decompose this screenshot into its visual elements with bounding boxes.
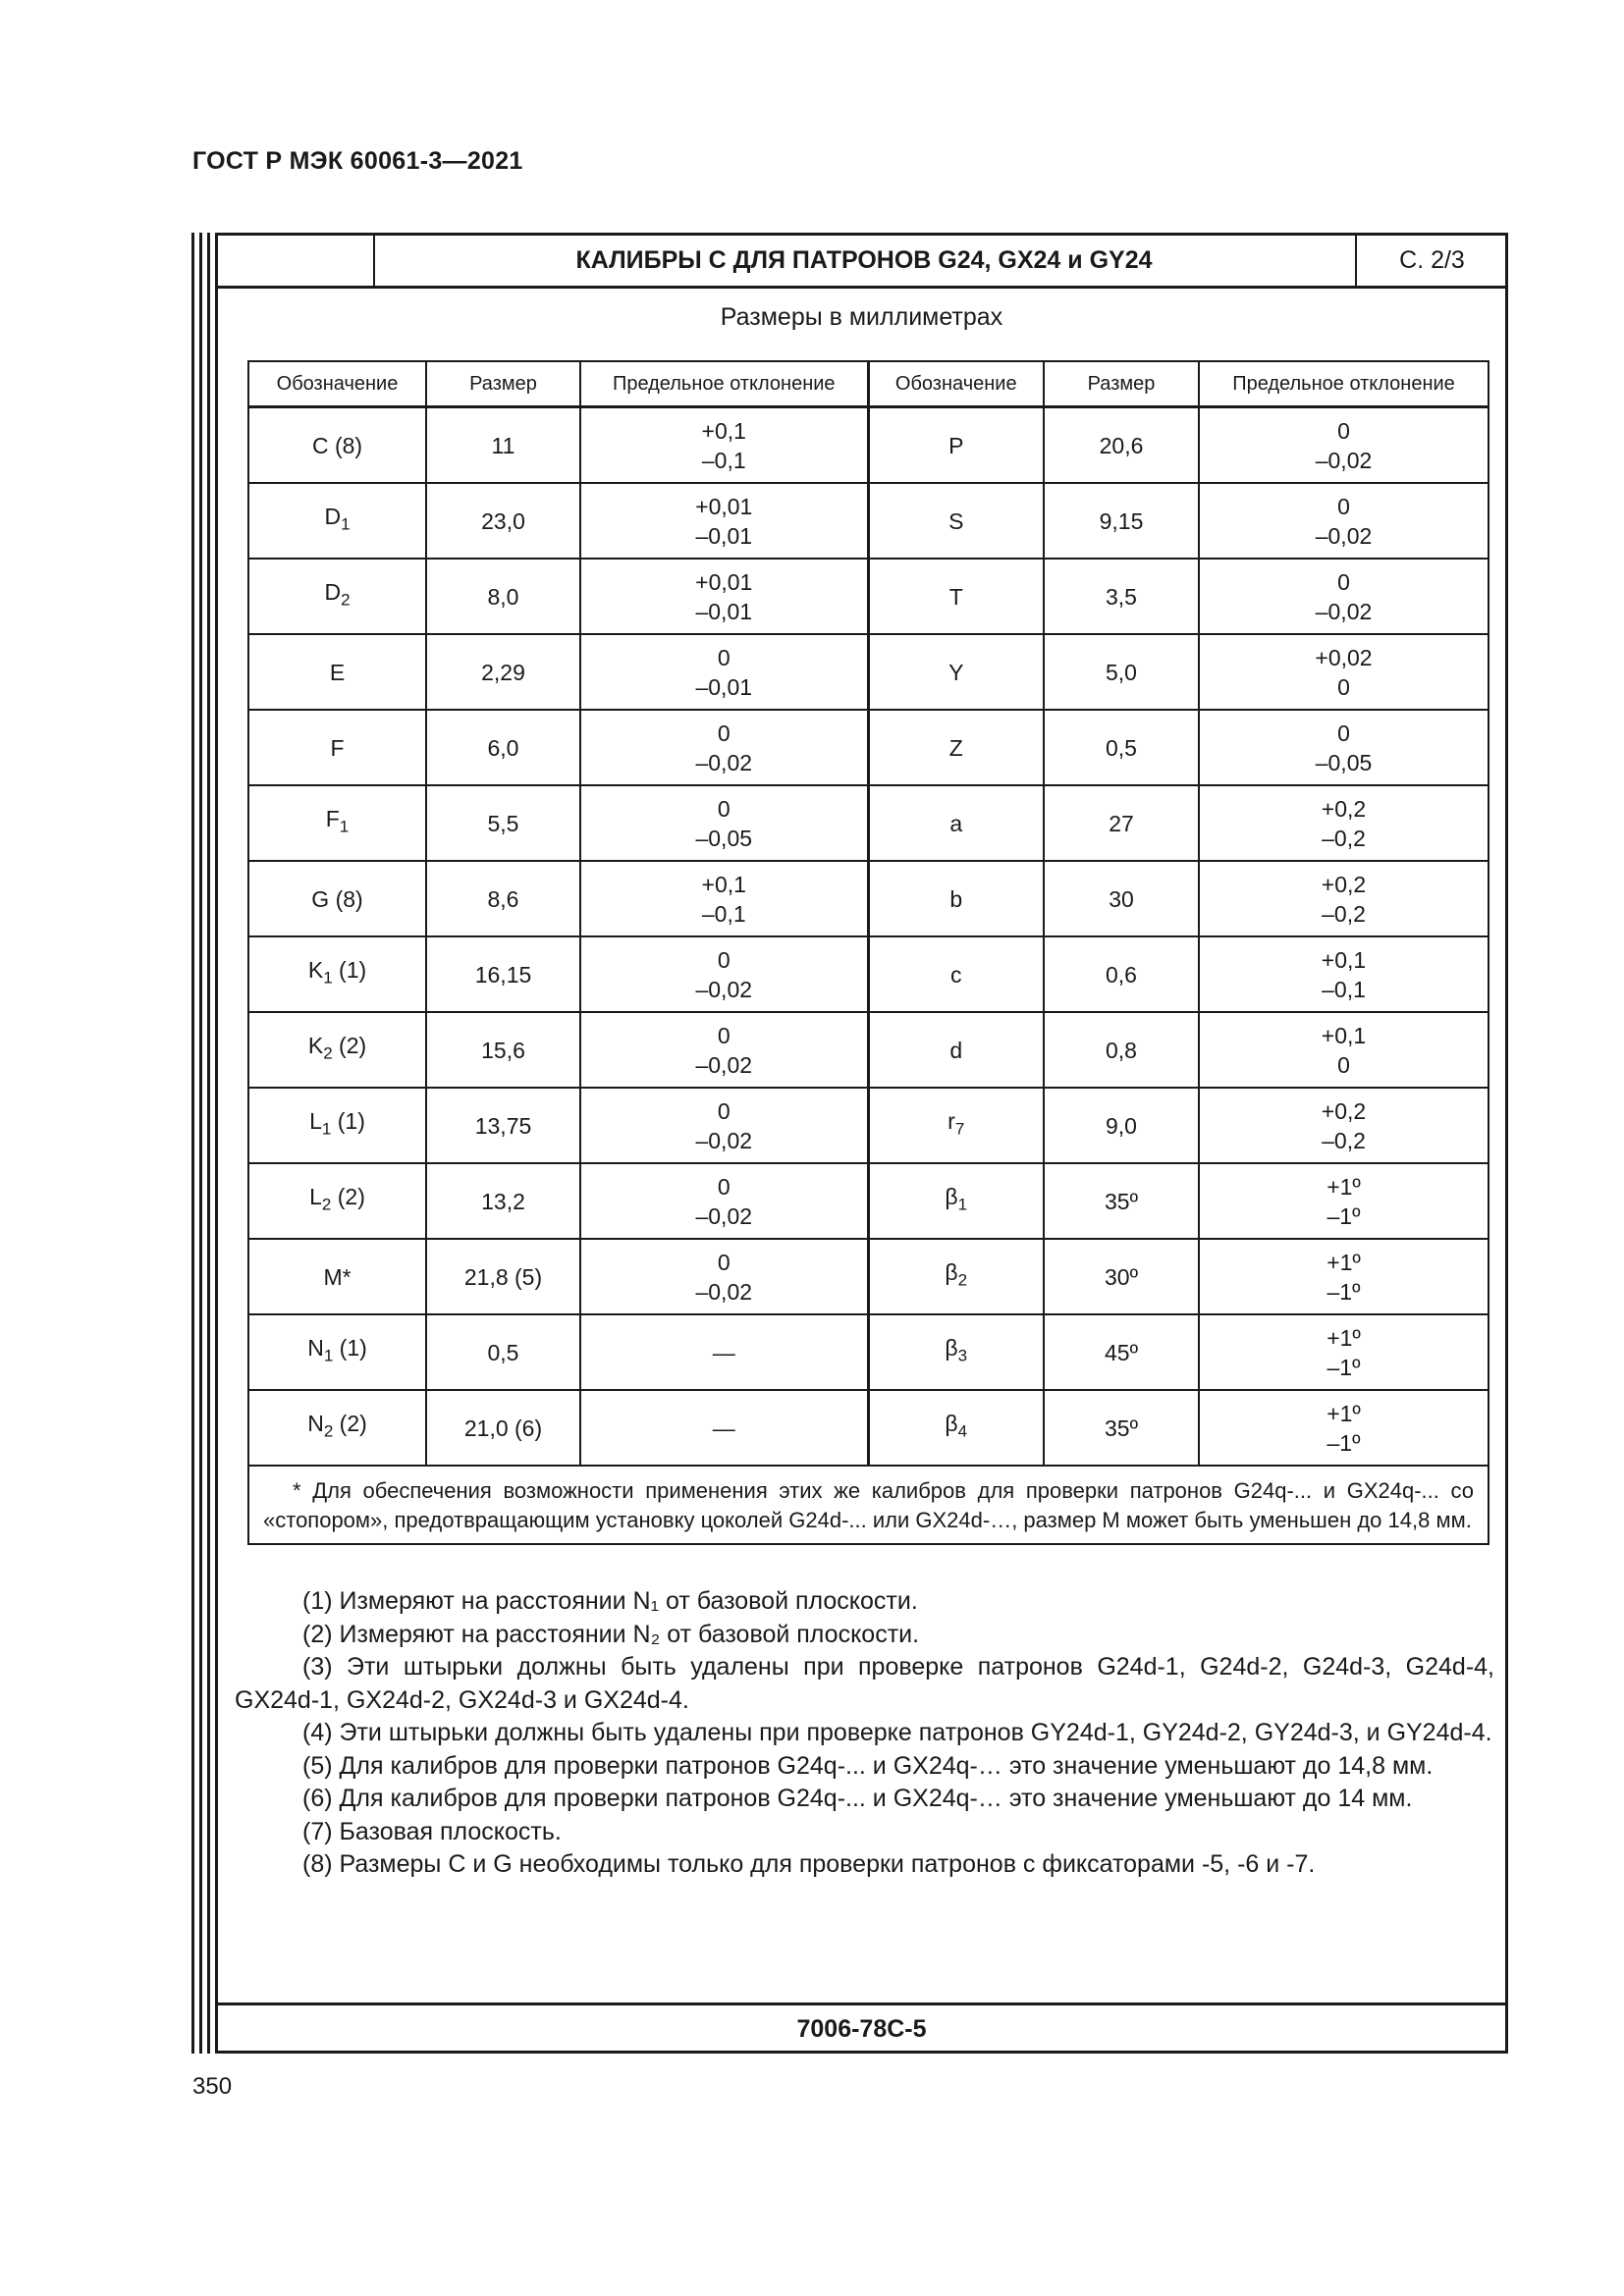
footnote-row	[248, 1466, 1489, 1544]
designation-symbol: K	[307, 957, 324, 984]
note-item: (8) Размеры С и G необходимы только для проверки патронов с фиксаторами -5, -6 и -7.	[302, 1850, 1316, 1878]
designation-note-ref: (2)	[331, 1184, 365, 1210]
size-value: 13,2	[426, 1163, 580, 1239]
designation-symbol: L	[309, 1108, 322, 1135]
upper-deviation: 0	[1337, 493, 1350, 519]
size-value: 9,0	[1044, 1088, 1199, 1163]
sheet-number: С. 2/3	[1355, 236, 1507, 286]
size-value: 6,0	[426, 710, 580, 785]
table-row	[248, 1239, 1489, 1314]
designation-subscript: 1	[957, 1195, 968, 1214]
designation-cell	[868, 861, 1044, 936]
designation-cell	[868, 559, 1044, 634]
size-value: 15,6	[426, 1012, 580, 1088]
margin-line	[199, 233, 202, 2054]
tolerance-cell	[1199, 634, 1489, 710]
designation-symbol: E	[329, 659, 346, 685]
note-item: (3) Эти штырьки должны быть удалены при проверке патронов G24d-1, G24d-2, G24d-3, G24d-4, GX24d-1, GX24d-2, GX24d-3 и GX24d-4.	[235, 1653, 1494, 1714]
dimensions-table	[247, 360, 1489, 1545]
designation-subscript: 1	[323, 1346, 334, 1365]
table-row	[248, 1390, 1489, 1466]
upper-deviation: +0,01	[695, 493, 753, 519]
table-row	[248, 936, 1489, 1012]
tolerance-cell	[1199, 861, 1489, 936]
designation-cell	[868, 1239, 1044, 1314]
designation-subscript: 2	[323, 1421, 334, 1441]
designation-subscript: 1	[341, 514, 351, 534]
upper-deviation: +1º	[1326, 1173, 1361, 1200]
table-row	[248, 559, 1489, 634]
upper-deviation: 0	[1337, 720, 1350, 746]
table-row	[248, 483, 1489, 559]
designation-symbol: M*	[323, 1263, 352, 1290]
designation-symbol: Y	[948, 659, 964, 685]
designation-cell	[248, 710, 426, 785]
table-row	[248, 710, 1489, 785]
header-tolerance: Предельное отклонение	[1199, 361, 1489, 407]
lower-deviation: 0	[1337, 673, 1350, 700]
table-row	[248, 634, 1489, 710]
table-footnote	[248, 1466, 1489, 1544]
tolerance-cell	[1199, 936, 1489, 1012]
lower-deviation: –0,2	[1322, 825, 1366, 851]
lower-deviation: –0,1	[701, 900, 746, 927]
size-value: 9,15	[1044, 483, 1199, 559]
lower-deviation: –0,01	[695, 598, 753, 624]
designation-cell	[248, 559, 426, 634]
lower-deviation: –0,01	[695, 673, 753, 700]
upper-deviation: +1º	[1326, 1324, 1361, 1351]
tolerance-cell	[1199, 407, 1489, 484]
lower-deviation: –0,02	[1315, 447, 1373, 473]
designation-symbol: D	[324, 579, 342, 606]
lower-deviation: –0,02	[1315, 522, 1373, 549]
tolerance-cell	[580, 1239, 868, 1314]
upper-deviation: 0	[717, 1173, 731, 1200]
upper-deviation: 0	[717, 1249, 731, 1275]
upper-deviation: +0,1	[1321, 946, 1367, 973]
lower-deviation: –0,02	[695, 976, 753, 1002]
tolerance-cell	[580, 634, 868, 710]
upper-deviation: 0	[717, 1022, 731, 1048]
lower-deviation: –0,01	[695, 522, 753, 549]
upper-deviation: 0	[717, 795, 731, 822]
upper-deviation: 0	[1337, 568, 1350, 595]
designation-symbol: Z	[948, 734, 963, 761]
designation-cell	[248, 1088, 426, 1163]
lower-deviation: –0,02	[1315, 598, 1373, 624]
designation-note-ref: (1)	[333, 1335, 367, 1362]
lower-deviation: –0,02	[695, 1127, 753, 1153]
lower-deviation: –0,02	[695, 1278, 753, 1305]
size-value: 35º	[1044, 1163, 1199, 1239]
size-value: 21,0 (6)	[426, 1390, 580, 1466]
upper-deviation: +0,02	[1315, 644, 1373, 670]
designation-cell	[868, 936, 1044, 1012]
size-value: 0,8	[1044, 1012, 1199, 1088]
lower-deviation: 0	[1337, 1051, 1350, 1078]
designation-cell	[248, 861, 426, 936]
tolerance-cell	[1199, 559, 1489, 634]
designation-subscript: 2	[323, 1043, 333, 1063]
size-value: 20,6	[1044, 407, 1199, 484]
designation-symbol: β	[945, 1259, 958, 1286]
size-value: 8,6	[426, 861, 580, 936]
upper-deviation: 0	[717, 946, 731, 973]
table-row	[248, 785, 1489, 861]
designation-cell	[868, 1314, 1044, 1390]
designation-cell	[248, 1314, 426, 1390]
designation-symbol: d	[949, 1037, 963, 1063]
upper-deviation: 0	[717, 644, 731, 670]
size-value: 0,5	[426, 1314, 580, 1390]
tolerance-cell	[580, 936, 868, 1012]
upper-deviation: 0	[717, 1097, 731, 1124]
header-tolerance: Предельное отклонение	[580, 361, 868, 407]
tolerance-cell	[580, 1314, 868, 1390]
designation-symbol: L	[309, 1184, 322, 1210]
tolerance-cell	[580, 861, 868, 936]
lower-deviation: –0,1	[1322, 976, 1366, 1002]
header-size: Размер	[1044, 361, 1199, 407]
upper-deviation: +1º	[1326, 1249, 1361, 1275]
designation-subscript: 1	[321, 1119, 332, 1139]
upper-deviation: +0,1	[1321, 1022, 1367, 1048]
tolerance-cell	[580, 785, 868, 861]
designation-cell	[868, 407, 1044, 484]
tolerance-cell	[580, 559, 868, 634]
note-item: (1) Измеряют на расстоянии N₁ от базовой плоскости.	[302, 1587, 918, 1615]
margin-line	[191, 233, 194, 2054]
notes-list	[235, 1585, 1494, 1882]
size-value: 16,15	[426, 936, 580, 1012]
designation-symbol: β	[945, 1184, 958, 1210]
designation-symbol: c	[950, 961, 962, 988]
lower-deviation: –0,02	[695, 749, 753, 775]
table-row	[248, 1088, 1489, 1163]
upper-deviation: 0	[1337, 417, 1350, 444]
designation-cell	[248, 407, 426, 484]
designation-symbol: a	[949, 810, 963, 836]
size-value: 27	[1044, 785, 1199, 861]
tolerance-cell	[580, 1390, 868, 1466]
designation-cell	[868, 1390, 1044, 1466]
tolerance-cell	[1199, 1163, 1489, 1239]
size-value: 5,0	[1044, 634, 1199, 710]
tolerance-cell	[580, 1088, 868, 1163]
tolerance-cell	[1199, 1390, 1489, 1466]
designation-cell	[868, 483, 1044, 559]
size-value: 30	[1044, 861, 1199, 936]
upper-deviation: +0,1	[701, 417, 746, 444]
designation-symbol: β	[945, 1335, 958, 1362]
table-row	[248, 1163, 1489, 1239]
designation-cell	[248, 483, 426, 559]
tolerance-cell	[1199, 1314, 1489, 1390]
lower-deviation: –0,02	[695, 1202, 753, 1229]
designation-note-ref: (2)	[333, 1411, 367, 1437]
designation-subscript: 1	[323, 968, 333, 988]
tolerance-cell	[580, 407, 868, 484]
margin-line	[207, 233, 210, 2054]
size-value: 0,6	[1044, 936, 1199, 1012]
designation-note-ref: (1)	[331, 1108, 365, 1135]
designation-subscript: 2	[341, 590, 351, 610]
size-value: 21,8 (5)	[426, 1239, 580, 1314]
title-row	[218, 236, 1505, 289]
lower-deviation: –0,05	[1315, 749, 1373, 775]
designation-symbol: D	[324, 504, 342, 530]
designation-symbol: P	[948, 432, 964, 458]
size-value: 11	[426, 407, 580, 484]
lower-deviation: –1º	[1326, 1202, 1361, 1229]
lower-deviation: –0,1	[701, 447, 746, 473]
designation-cell	[248, 1239, 426, 1314]
note-item: (6) Для калибров для проверки патронов G24q-... и GX24q-… это значение уменьшают до 14 мм.	[302, 1785, 1413, 1812]
designation-cell	[248, 785, 426, 861]
size-value: 5,5	[426, 785, 580, 861]
lower-deviation: –0,2	[1322, 900, 1366, 927]
tolerance-cell	[580, 483, 868, 559]
upper-deviation: 0	[717, 720, 731, 746]
upper-deviation: +0,1	[701, 871, 746, 897]
designation-cell	[248, 634, 426, 710]
tolerance-cell	[1199, 1088, 1489, 1163]
header-designation: Обозначение	[868, 361, 1044, 407]
upper-deviation: +0,2	[1321, 1097, 1367, 1124]
footnote-text: * Для обеспечения возможности применения этих же калибров для проверки патронов G24q-... и GX24q-... со «стопором», предотвращающим установку цоколей G24d-... или GX24d-…, размер М может быть уменьшен до 14,8 мм.	[263, 1478, 1474, 1532]
upper-deviation: +1º	[1326, 1400, 1361, 1426]
size-value: 30º	[1044, 1239, 1199, 1314]
table-header-row	[248, 361, 1489, 407]
table-row	[248, 1012, 1489, 1088]
upper-deviation: +0,01	[695, 568, 753, 595]
size-value: 13,75	[426, 1088, 580, 1163]
upper-deviation: +0,2	[1321, 871, 1367, 897]
size-value: 2,29	[426, 634, 580, 710]
designation-subscript: 1	[339, 817, 350, 836]
header-designation: Обозначение	[248, 361, 426, 407]
lower-deviation: –0,02	[695, 1051, 753, 1078]
designation-symbol: F	[325, 806, 340, 832]
size-value: 23,0	[426, 483, 580, 559]
designation-subscript: 2	[957, 1270, 968, 1290]
lower-deviation: –1º	[1326, 1354, 1361, 1380]
header-size: Размер	[426, 361, 580, 407]
size-value: 8,0	[426, 559, 580, 634]
sheet-title: КАЛИБРЫ С ДЛЯ ПАТРОНОВ G24, GX24 и GY24	[575, 246, 1153, 274]
designation-cell	[868, 634, 1044, 710]
table-row	[248, 861, 1489, 936]
designation-subscript: 7	[954, 1119, 965, 1139]
tolerance-cell	[1199, 1239, 1489, 1314]
tolerance-cell	[1199, 785, 1489, 861]
tolerance-cell	[1199, 1012, 1489, 1088]
note-item: (7) Базовая плоскость.	[302, 1817, 562, 1845]
designation-symbol: G (8)	[311, 885, 363, 912]
size-value: 45º	[1044, 1314, 1199, 1390]
tolerance-cell	[1199, 483, 1489, 559]
table-row	[248, 1314, 1489, 1390]
sheet-code: 7006-78С-5	[218, 2002, 1505, 2054]
upper-deviation: —	[712, 1339, 735, 1365]
tolerance-cell	[580, 710, 868, 785]
size-value: 35º	[1044, 1390, 1199, 1466]
upper-deviation: —	[712, 1415, 735, 1441]
designation-subscript: 2	[321, 1195, 332, 1214]
designation-cell	[868, 710, 1044, 785]
designation-cell	[868, 1163, 1044, 1239]
lower-deviation: –1º	[1326, 1429, 1361, 1456]
designation-symbol: S	[948, 507, 964, 534]
note-item: (4) Эти штырьки должны быть удалены при проверке патронов GY24d-1, GY24d-2, GY24d-3, и GY24d-4.	[302, 1719, 1492, 1746]
designation-subscript: 4	[957, 1421, 968, 1441]
tolerance-cell	[580, 1012, 868, 1088]
lower-deviation: –0,05	[695, 825, 753, 851]
designation-symbol: T	[948, 583, 963, 610]
sheet-frame	[215, 233, 1508, 2054]
size-value: 0,5	[1044, 710, 1199, 785]
tolerance-cell	[1199, 710, 1489, 785]
designation-symbol: F	[330, 734, 345, 761]
designation-symbol: K	[307, 1033, 324, 1059]
upper-deviation: +0,2	[1321, 795, 1367, 822]
designation-symbol: N	[307, 1335, 324, 1362]
designation-note-ref: (1)	[332, 957, 367, 984]
designation-cell	[248, 936, 426, 1012]
title-blank-cell	[218, 236, 375, 286]
page-number: 350	[192, 2073, 233, 2100]
designation-symbol: β	[945, 1411, 958, 1437]
note-item: (5) Для калибров для проверки патронов G24q-... и GX24q-… это значение уменьшают до 14,8 мм.	[302, 1751, 1434, 1780]
designation-symbol: r	[947, 1108, 955, 1135]
designation-cell	[868, 785, 1044, 861]
lower-deviation: –1º	[1326, 1278, 1361, 1305]
designation-symbol: b	[949, 885, 963, 912]
designation-cell	[248, 1390, 426, 1466]
designation-cell	[868, 1012, 1044, 1088]
note-item: (2) Измеряют на расстоянии N₂ от базовой плоскости.	[302, 1620, 920, 1648]
units-note: Размеры в миллиметрах	[720, 303, 1003, 331]
designation-cell	[248, 1163, 426, 1239]
designation-note-ref: (2)	[332, 1033, 367, 1059]
designation-symbol: C (8)	[311, 432, 363, 458]
designation-cell	[248, 1012, 426, 1088]
table-row	[248, 407, 1489, 484]
designation-cell	[868, 1088, 1044, 1163]
lower-deviation: –0,2	[1322, 1127, 1366, 1153]
designation-subscript: 3	[957, 1346, 968, 1365]
size-value: 3,5	[1044, 559, 1199, 634]
document-header: ГОСТ Р МЭК 60061-3—2021	[192, 147, 523, 175]
tolerance-cell	[580, 1163, 868, 1239]
designation-symbol: N	[307, 1411, 324, 1437]
